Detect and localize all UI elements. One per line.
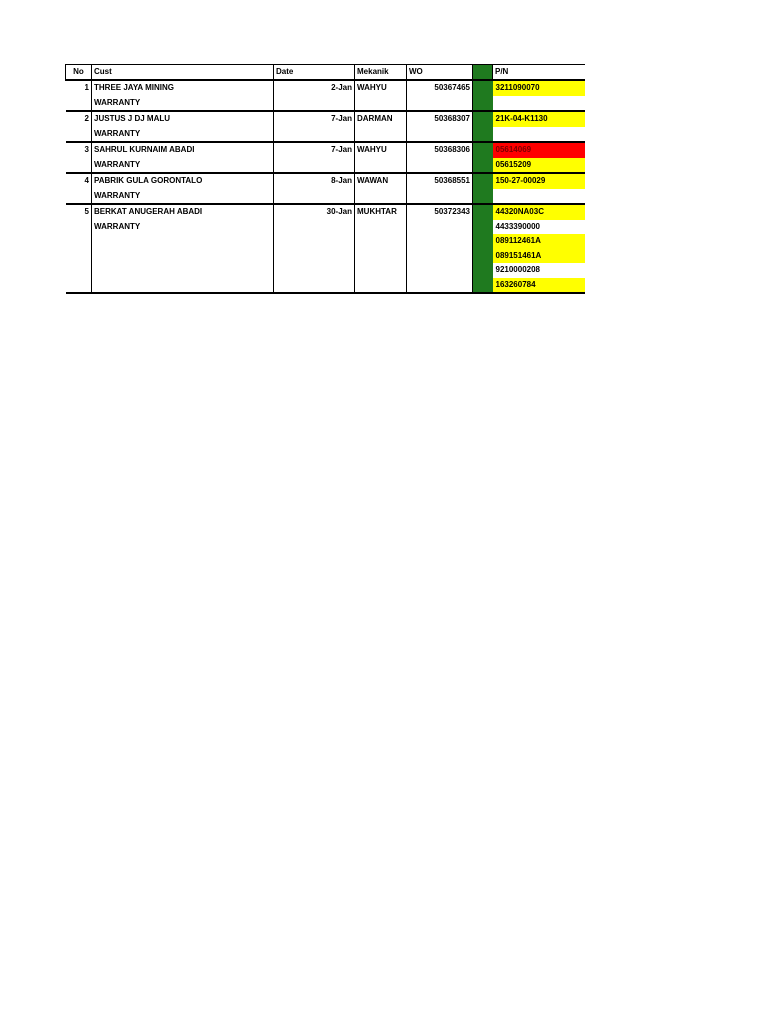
cell-no-text: 2 xyxy=(84,114,89,123)
cell-date-text: 7-Jan xyxy=(331,114,352,123)
header-date[interactable]: Date xyxy=(274,65,355,81)
table-body xyxy=(66,80,585,293)
cell-cust[interactable] xyxy=(92,173,274,204)
cell-date-text: 8-Jan xyxy=(331,176,352,185)
cell-cust[interactable] xyxy=(92,204,274,293)
cell-mekanik[interactable] xyxy=(355,204,407,293)
header-green-cell[interactable] xyxy=(473,65,493,81)
part-number[interactable]: 05614069 xyxy=(493,143,585,158)
cell-cust[interactable] xyxy=(92,111,274,142)
header-row xyxy=(66,65,585,81)
cell-cust-note: WARRANTY xyxy=(94,97,141,107)
header-cust[interactable]: Cust xyxy=(92,65,274,81)
cell-no[interactable] xyxy=(66,204,92,293)
cell-no[interactable] xyxy=(66,142,92,173)
cell-cust-note: WARRANTY xyxy=(94,190,141,200)
cell-wo[interactable] xyxy=(407,111,473,142)
cell-mekanik[interactable] xyxy=(355,173,407,204)
cell-mekanik-text: WAHYU xyxy=(357,145,387,154)
cell-mekanik-text: WAWAN xyxy=(357,176,389,185)
cell-mekanik-text: MUKHTAR xyxy=(357,207,397,216)
cell-cust-text: BERKAT ANUGERAH ABADI xyxy=(94,207,203,216)
cell-wo-text: 50368551 xyxy=(434,176,470,185)
part-number[interactable]: 163260784 xyxy=(493,278,585,293)
cell-wo-text: 50367465 xyxy=(434,83,470,92)
header-mekanik[interactable]: Mekanik xyxy=(355,65,407,81)
cell-cust-note: WARRANTY xyxy=(94,221,141,231)
part-number[interactable]: 089112461A xyxy=(493,234,585,249)
cell-no-text: 4 xyxy=(84,176,89,185)
cell-pn[interactable] xyxy=(493,142,585,173)
cell-mekanik[interactable] xyxy=(355,111,407,142)
cell-date[interactable] xyxy=(274,173,355,204)
part-number[interactable]: 9210000208 xyxy=(493,263,585,278)
cell-pn[interactable] xyxy=(493,80,585,111)
table-row xyxy=(66,173,585,204)
cell-wo[interactable] xyxy=(407,80,473,111)
part-number[interactable]: 3211090070 xyxy=(493,81,585,96)
cell-mekanik-text: WAHYU xyxy=(357,83,387,92)
cell-wo[interactable] xyxy=(407,204,473,293)
table-row xyxy=(66,80,585,111)
header-pn[interactable]: P/N xyxy=(493,65,585,81)
cell-no-text: 1 xyxy=(84,83,89,92)
cell-date-text: 30-Jan xyxy=(326,207,352,216)
cell-wo-text: 50368307 xyxy=(434,114,470,123)
cell-cust-note: WARRANTY xyxy=(94,128,141,138)
cell-pn[interactable] xyxy=(493,204,585,293)
part-number[interactable]: 05615209 xyxy=(493,158,585,173)
part-number[interactable]: 21K-04-K1130 xyxy=(493,112,585,127)
table-row xyxy=(66,204,585,293)
cell-green-marker[interactable] xyxy=(473,80,493,111)
cell-date[interactable] xyxy=(274,204,355,293)
table-row xyxy=(66,142,585,173)
cell-no-text: 5 xyxy=(84,207,89,216)
header-wo[interactable]: WO xyxy=(407,65,473,81)
cell-wo-text: 50368306 xyxy=(434,145,470,154)
warranty-table xyxy=(65,64,585,294)
cell-cust-text: SAHRUL KURNAIM ABADI xyxy=(94,145,195,154)
cell-no[interactable] xyxy=(66,173,92,204)
part-number[interactable]: 4433390000 xyxy=(493,220,585,235)
cell-date[interactable] xyxy=(274,80,355,111)
cell-wo-text: 50372343 xyxy=(434,207,470,216)
cell-green-marker[interactable] xyxy=(473,142,493,173)
cell-no[interactable] xyxy=(66,80,92,111)
spreadsheet xyxy=(65,64,584,294)
cell-green-marker[interactable] xyxy=(473,111,493,142)
cell-date-text: 2-Jan xyxy=(331,83,352,92)
cell-mekanik-text: DARMAN xyxy=(357,114,393,123)
cell-cust-text: THREE JAYA MINING xyxy=(94,83,175,92)
cell-cust[interactable] xyxy=(92,80,274,111)
cell-pn[interactable] xyxy=(493,173,585,204)
cell-date[interactable] xyxy=(274,142,355,173)
cell-pn[interactable] xyxy=(493,111,585,142)
cell-date-text: 7-Jan xyxy=(331,145,352,154)
part-number[interactable]: 089151461A xyxy=(493,249,585,264)
cell-mekanik[interactable] xyxy=(355,80,407,111)
cell-date[interactable] xyxy=(274,111,355,142)
cell-wo[interactable] xyxy=(407,173,473,204)
cell-green-marker[interactable] xyxy=(473,204,493,293)
part-number[interactable]: 150-27-00029 xyxy=(493,174,585,189)
part-number[interactable]: 44320NA03C xyxy=(493,205,585,220)
cell-cust-text: JUSTUS J DJ MALU xyxy=(94,114,171,123)
cell-no-text: 3 xyxy=(84,145,89,154)
cell-mekanik[interactable] xyxy=(355,142,407,173)
header-no[interactable]: No xyxy=(66,65,92,81)
cell-wo[interactable] xyxy=(407,142,473,173)
cell-green-marker[interactable] xyxy=(473,173,493,204)
cell-cust-text: PABRIK GULA GORONTALO xyxy=(94,176,203,185)
table-row xyxy=(66,111,585,142)
cell-cust[interactable] xyxy=(92,142,274,173)
cell-no[interactable] xyxy=(66,111,92,142)
cell-cust-note: WARRANTY xyxy=(94,159,141,169)
